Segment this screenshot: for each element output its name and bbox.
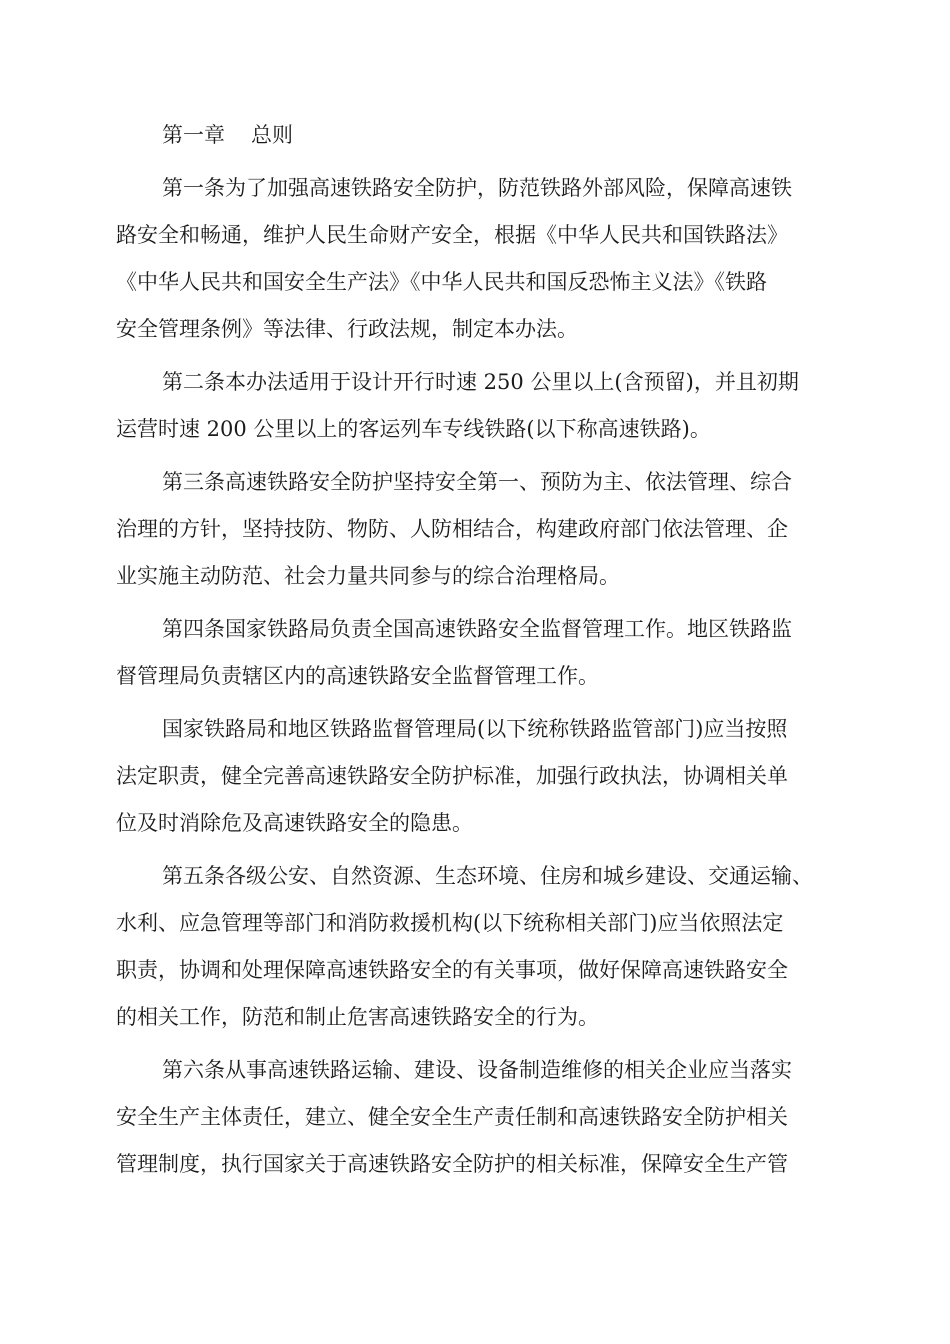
paragraph-line: 第三条高速铁路安全防护坚持安全第一、预防为主、依法管理、综合	[162, 470, 792, 494]
paragraph-line: 职责，协调和处理保障高速铁路安全的有关事项，做好保障高速铁路安全	[116, 958, 788, 982]
paragraph-line: 第四条国家铁路局负责全国高速铁路安全监督管理工作。地区铁路监	[162, 617, 792, 641]
document-page	[116, 112, 836, 1194]
paragraph-line: 水利、应急管理等部门和消防救援机构(以下统称相关部门)应当依照法定	[116, 911, 784, 935]
paragraph-line: 的相关工作，防范和制止危害高速铁路安全的行为。	[116, 1005, 599, 1029]
paragraph-line: 位及时消除危及高速铁路安全的隐患。	[116, 811, 473, 835]
article-body	[116, 165, 836, 1188]
paragraph-line: 治理的方针，坚持技防、物防、人防相结合，构建政府部门依法管理、企	[116, 517, 788, 541]
article-paragraph	[116, 165, 836, 353]
paragraph-line: 督管理局负责辖区内的高速铁路安全监督管理工作。	[116, 664, 599, 688]
article-paragraph	[116, 606, 836, 700]
paragraph-line: 第一条为了加强高速铁路安全防护，防范铁路外部风险，保障高速铁	[162, 176, 792, 200]
paragraph-line: 路安全和畅通，维护人民生命财产安全，根据《中华人民共和国铁路法》	[116, 223, 788, 247]
article-paragraph	[116, 706, 836, 847]
chapter-heading	[116, 112, 836, 159]
paragraph-line: 运营时速 200 公里以上的客运列车专线铁路(以下称高速铁路)。	[116, 417, 711, 441]
paragraph-line: 业实施主动防范、社会力量共同参与的综合治理格局。	[116, 564, 620, 588]
paragraph-line: 第五条各级公安、自然资源、生态环境、住房和城乡建设、交通运输、	[162, 864, 813, 888]
paragraph-line: 第二条本办法适用于设计开行时速 250 公里以上(含预留)，并且初期	[162, 370, 799, 394]
article-paragraph	[116, 1047, 836, 1188]
paragraph-line: 第六条从事高速铁路运输、建设、设备制造维修的相关企业应当落实	[162, 1058, 792, 1082]
paragraph-line: 安全生产主体责任，建立、健全安全生产责任制和高速铁路安全防护相关	[116, 1105, 788, 1129]
paragraph-line: 国家铁路局和地区铁路监督管理局(以下统称铁路监管部门)应当按照	[162, 717, 788, 741]
paragraph-line: 《中华人民共和国安全生产法》《中华人民共和国反恐怖主义法》《铁路	[116, 270, 767, 294]
article-paragraph	[116, 853, 836, 1041]
chapter-title: 总则	[251, 123, 293, 147]
paragraph-line: 法定职责，健全完善高速铁路安全防护标准，加强行政执法，协调相关单	[116, 764, 788, 788]
article-paragraph	[116, 459, 836, 600]
article-paragraph	[116, 359, 836, 453]
paragraph-line: 管理制度，执行国家关于高速铁路安全防护的相关标准，保障安全生产管	[116, 1152, 788, 1176]
paragraph-line: 安全管理条例》等法律、行政法规，制定本办法。	[116, 317, 578, 341]
chapter-number: 第一章	[162, 123, 225, 147]
